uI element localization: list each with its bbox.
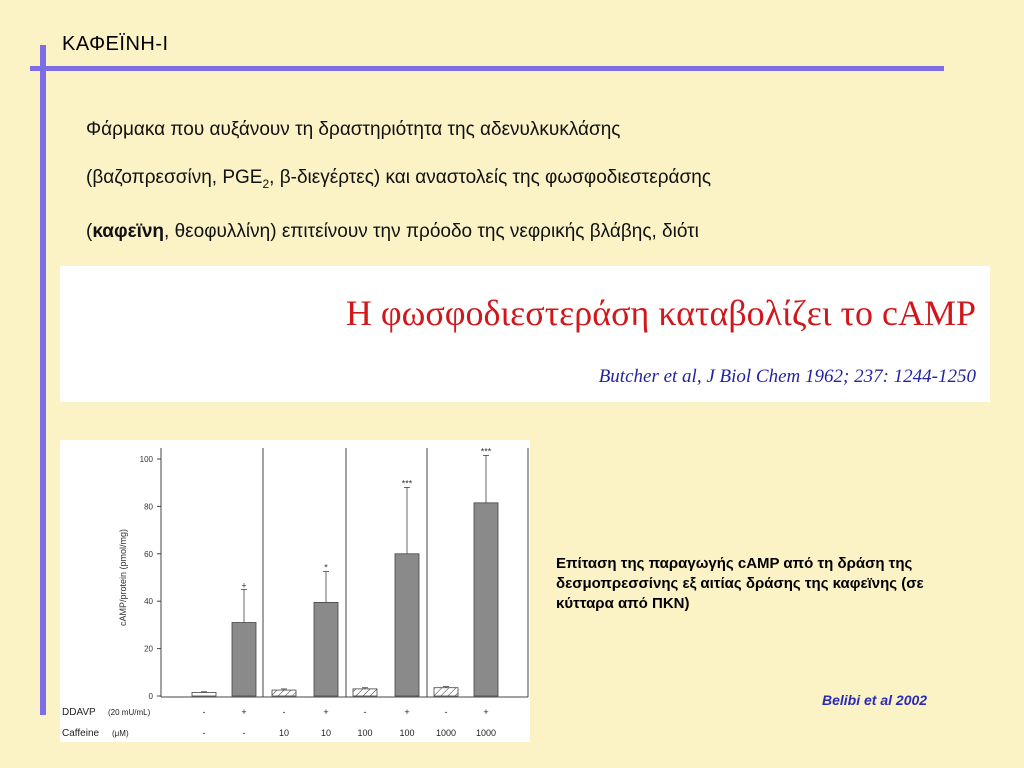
condition-value: + (241, 707, 247, 717)
intro-line-2-post: , β-διεγέρτες) και αναστολείς της φωσφοδιεστεράσης (269, 167, 711, 188)
bar (232, 623, 256, 696)
condition-value: 1000 (435, 728, 457, 738)
intro-line-2-sub: 2 (262, 176, 270, 191)
bar (434, 688, 458, 696)
significance-marker: *** (401, 478, 413, 489)
chart-caption: Επίταση της παραγωγής cAMP από τη δράση της δεσμοπρεσσίνης εξ αιτίας δράσης της καφεϊνης (σε κύτταρα από ΠΚΝ) (556, 555, 924, 612)
condition-value: - (242, 728, 246, 738)
camp-bar-chart (60, 440, 530, 742)
condition-value: 10 (278, 728, 290, 738)
intro-line-3-rest: , θεοφυλλίνη) επιτείνουν την πρόοδο της νεφρικής βλάβης, διότι (164, 220, 699, 242)
box-title: Η φωσφοδιεστεράση καταβολίζει το cAMP (345, 293, 976, 333)
condition-value: - (202, 728, 206, 738)
bar (272, 690, 296, 696)
intro-line-1: Φάρμακα που αυξάνουν τη δραστηριότητα της αδενυλκυκλάσης (86, 119, 621, 140)
condition-value: - (363, 707, 367, 717)
row-unit: (μM) (112, 729, 129, 738)
y-tick-label: 0 (148, 692, 153, 701)
intro-line-3-bold: καφεϊνη (92, 220, 165, 242)
horizontal-accent-line (30, 66, 944, 71)
significance-marker: + (241, 580, 247, 591)
condition-value: 100 (357, 728, 373, 738)
bar (474, 503, 498, 696)
condition-value: + (404, 707, 410, 717)
row-label: DDAVP (62, 707, 96, 718)
y-tick-label: 60 (144, 549, 153, 559)
vertical-accent-line (40, 45, 46, 715)
credit-text: Belibi et al 2002 (822, 692, 928, 708)
y-tick-label: 80 (144, 502, 153, 512)
intro-line-2 (86, 154, 966, 208)
row-label: Caffeine (62, 728, 100, 739)
intro-line-3 (86, 208, 966, 256)
condition-value: 10 (320, 728, 332, 738)
condition-value: + (483, 707, 489, 717)
bar (192, 692, 216, 696)
bar (314, 602, 338, 696)
y-tick-label: 100 (139, 455, 153, 464)
intro-line-3-open: ( (86, 220, 93, 242)
bar (353, 689, 377, 696)
highlight-box (60, 266, 990, 402)
significance-marker: *** (480, 446, 492, 457)
slide-title: ΚΑΦΕΪΝΗ-Ι (62, 33, 169, 55)
intro-text (86, 106, 966, 256)
intro-line-2-pre: (βαζοπρεσσίνη, PGE (86, 167, 263, 188)
chart-figure (60, 440, 530, 742)
row-unit: (20 mU/mL) (108, 708, 151, 717)
y-tick-label: 40 (144, 597, 153, 607)
condition-value: 100 (399, 728, 415, 738)
bar (395, 554, 419, 696)
y-axis-label: cAMP/protein (pmol/mg) (118, 528, 128, 627)
condition-value: + (323, 707, 329, 717)
condition-value: - (282, 707, 286, 717)
significance-marker: * (324, 562, 328, 573)
condition-value: 1000 (475, 728, 497, 738)
box-reference: Butcher et al, J Biol Chem 1962; 237: 1244-1250 (598, 366, 976, 387)
y-tick-label: 20 (144, 644, 153, 654)
condition-value: - (444, 707, 448, 717)
condition-value: - (202, 707, 206, 717)
